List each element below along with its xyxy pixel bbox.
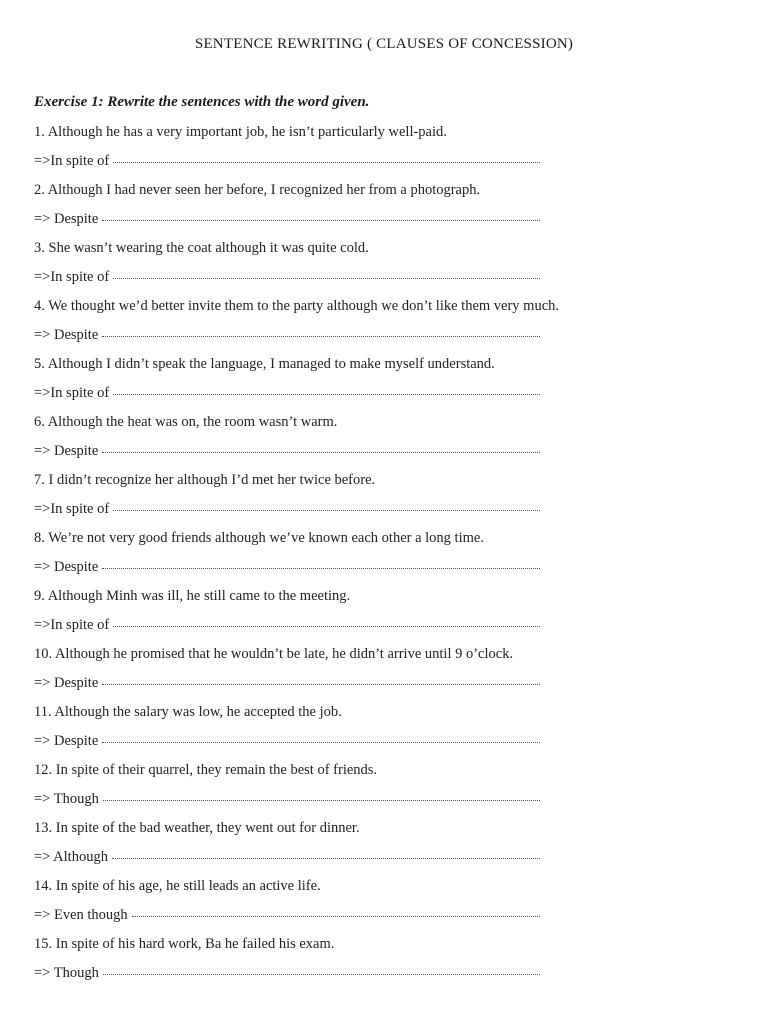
answer-blank[interactable] bbox=[102, 683, 540, 685]
answer-blank[interactable] bbox=[132, 915, 540, 917]
answer-prompt: => Despite bbox=[34, 443, 99, 459]
exercise-sentence: 7. I didn’t recognize her although I’d met her twice before. bbox=[34, 472, 376, 488]
answer-line bbox=[34, 788, 734, 817]
answer-line bbox=[34, 208, 734, 237]
exercise-item bbox=[34, 469, 734, 527]
exercise-item bbox=[34, 817, 734, 875]
exercise-item bbox=[34, 933, 734, 991]
exercise-item bbox=[34, 759, 734, 817]
answer-line bbox=[34, 324, 734, 353]
answer-prompt: => Though bbox=[34, 965, 99, 981]
answer-blank[interactable] bbox=[113, 277, 540, 279]
answer-line bbox=[34, 266, 734, 295]
answer-prompt: =>In spite of bbox=[34, 153, 110, 169]
exercise-sentence: 12. In spite of their quarrel, they remain the best of friends. bbox=[34, 762, 378, 778]
exercise-sentence: 3. She wasn’t wearing the coat although it was quite cold. bbox=[34, 240, 369, 256]
answer-prompt: =>In spite of bbox=[34, 385, 110, 401]
answer-prompt: => Despite bbox=[34, 675, 99, 691]
answer-line bbox=[34, 672, 734, 701]
exercise-item bbox=[34, 701, 734, 759]
answer-prompt: =>In spite of bbox=[34, 501, 110, 517]
answer-blank[interactable] bbox=[113, 161, 540, 163]
answer-line bbox=[34, 614, 734, 643]
answer-prompt: => Even though bbox=[34, 907, 128, 923]
exercise-sentence: 2. Although I had never seen her before, I recognized her from a photograph. bbox=[34, 182, 481, 198]
exercise-sentence: 6. Although the heat was on, the room wasn’t warm. bbox=[34, 414, 338, 430]
answer-prompt: => Although bbox=[34, 849, 108, 865]
answer-blank[interactable] bbox=[102, 335, 540, 337]
exercise-sentence: 1. Although he has a very important job, he isn’t particularly well-paid. bbox=[34, 124, 447, 140]
answer-line bbox=[34, 904, 734, 933]
exercise-sentence: 8. We’re not very good friends although we’ve known each other a long time. bbox=[34, 530, 484, 546]
exercise-sentence: 9. Although Minh was ill, he still came to the meeting. bbox=[34, 588, 351, 604]
page-title: SENTENCE REWRITING ( CLAUSES OF CONCESSION) bbox=[194, 36, 574, 52]
exercise-sentence: 14. In spite of his age, he still leads an active life. bbox=[34, 878, 321, 894]
answer-blank[interactable] bbox=[113, 393, 540, 395]
answer-line bbox=[34, 846, 734, 875]
answer-prompt: => Despite bbox=[34, 211, 99, 227]
answer-blank[interactable] bbox=[112, 857, 540, 859]
answer-line bbox=[34, 962, 734, 991]
exercise-item bbox=[34, 353, 734, 411]
exercise-item bbox=[34, 237, 734, 295]
answer-blank[interactable] bbox=[102, 219, 540, 221]
answer-blank[interactable] bbox=[102, 741, 540, 743]
answer-prompt: => Despite bbox=[34, 559, 99, 575]
answer-line bbox=[34, 498, 734, 527]
exercise-item bbox=[34, 179, 734, 237]
exercise-sentence: 15. In spite of his hard work, Ba he failed his exam. bbox=[34, 936, 335, 952]
answer-blank[interactable] bbox=[102, 567, 540, 569]
answer-blank[interactable] bbox=[103, 973, 540, 975]
exercise-instruction: Exercise 1: Rewrite the sentences with the word given. bbox=[34, 94, 370, 110]
answer-prompt: => Though bbox=[34, 791, 99, 807]
exercise-item bbox=[34, 875, 734, 933]
answer-prompt: => Despite bbox=[34, 733, 99, 749]
answer-prompt: =>In spite of bbox=[34, 617, 110, 633]
answer-prompt: =>In spite of bbox=[34, 269, 110, 285]
exercise-item bbox=[34, 121, 734, 179]
exercise-sentence: 5. Although I didn’t speak the language, I managed to make myself understand. bbox=[34, 356, 495, 372]
exercise-item bbox=[34, 295, 734, 353]
exercise-item bbox=[34, 411, 734, 469]
exercise-item bbox=[34, 643, 734, 701]
answer-blank[interactable] bbox=[102, 451, 540, 453]
answer-blank[interactable] bbox=[113, 509, 540, 511]
answer-prompt: => Despite bbox=[34, 327, 99, 343]
exercise-sentence: 11. Although the salary was low, he accepted the job. bbox=[34, 704, 342, 720]
answer-line bbox=[34, 150, 734, 179]
answer-blank[interactable] bbox=[113, 625, 540, 627]
exercise-list bbox=[34, 121, 734, 991]
exercise-sentence: 10. Although he promised that he wouldn’t be late, he didn’t arrive until 9 o’clock. bbox=[34, 646, 514, 662]
exercise-item bbox=[34, 527, 734, 585]
answer-line bbox=[34, 730, 734, 759]
answer-line bbox=[34, 382, 734, 411]
exercise-sentence: 4. We thought we’d better invite them to the party although we don’t like them very much. bbox=[34, 298, 560, 314]
exercise-sentence: 13. In spite of the bad weather, they went out for dinner. bbox=[34, 820, 360, 836]
answer-line bbox=[34, 440, 734, 469]
exercise-item bbox=[34, 585, 734, 643]
answer-blank[interactable] bbox=[103, 799, 540, 801]
answer-line bbox=[34, 556, 734, 585]
